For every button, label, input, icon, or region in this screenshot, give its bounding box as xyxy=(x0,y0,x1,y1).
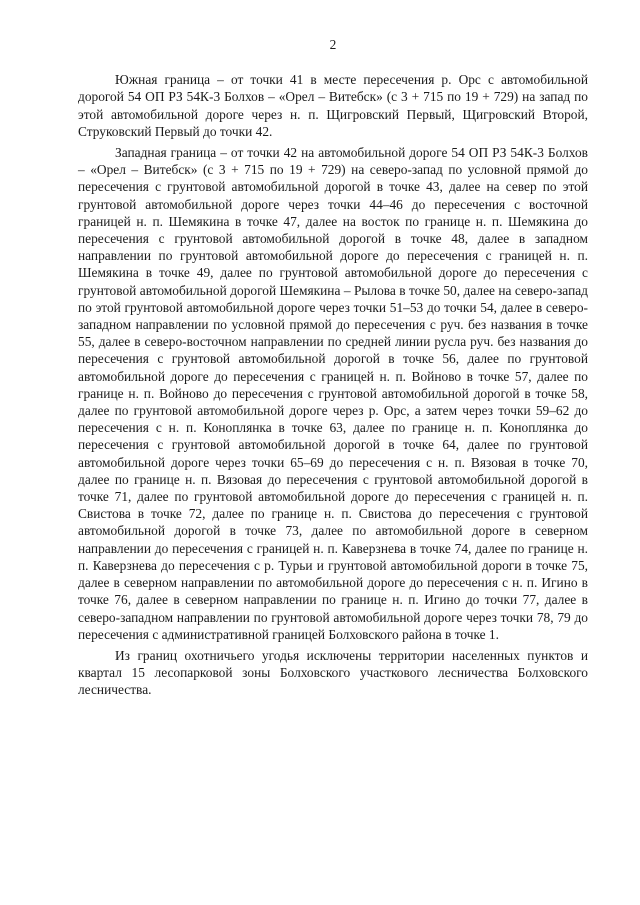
paragraph-southern-border: Южная граница – от точки 41 в месте пересечения р. Орс с автомобильной дорогой 54 ОП РЗ 54К-3 Болхов – «Орел – Витебск» (с 3 + 715 по 19 + 729) на запад по этой автомобильной дороге через н. п. Щигровский Первый, Щигровский Второй, Струковский Первый до точки 42. xyxy=(78,72,588,139)
paragraph-western-border: Западная граница – от точки 42 на автомобильной дороге 54 ОП РЗ 54К-3 Болхов – «Орел – Витебск» (с 3 + 715 по 19 + 729) на северо-запад по условной прямой до пересечения с грунтовой автомобильной дорогой в точке 43, далее на север по этой грунтовой автомобильной дороге через точки 44–46 до пересечения с восточной границей н. п. Шемякина в точке 47, далее на восток по границе н. п. Шемякина до пересечения с грунтовой автомобильной дорогой в точке 48, далее в западном направлении по грунтовой автомобильной дороге до пересечения с границей н. п. Шемякина в точке 49, далее по грунтовой автомобильной дороге до пересечения с грунтовой автомобильной дорогой Шемякина – Рылова в точке 50, далее на северо-запад по этой грунтовой автомобильной дороге через точки 51–53 до точки 54, далее в северо-западном направлении по условной прямой до пересечения с руч. без названия в точке 55, далее в северо-восточном направлении по средней линии русла руч. без названия до пересечения с грунтовой автомобильной дорогой в точке 56, далее по грунтовой автомобильной дороге до пересечения с границей н. п. Войново в точке 57, далее по границе н. п. Войново до пересечения с грунтовой автомобильной дорогой в точке 58, далее по грунтовой автомобильной дороге через р. Орс, а затем через точки 59–62 до пересечения с н. п. Коноплянка в точке 63, далее по границе н. п. Коноплянка до пересечения с грунтовой автомобильной дорогой в точке 64, далее по грунтовой автомобильной дороге через точки 65–69 до пересечения с н. п. Вязовая в точке 70, далее по границе н. п. Вязовая до пересечения с грунтовой автомобильной дорогой в точке 71, далее по грунтовой автомобильной дороге до пересечения с границей н. п. Свистова в точке 72, далее по границе н. п. Свистова до пересечения с грунтовой автомобильной дорогой в точке 73, далее по автомобильной дороге в северном направлении до пересечения с границей н. п. Каверзнева в точке 74, далее по границе н. п. Каверзнева до пересечения с р. Турьи и грунтовой автомобильной дороги в точке 75, далее в северном направлении по автомобильной дороге до пересечения с н. п. Игино в точке 76, далее в северном направлении по границе н. п. Игино до точки 77, далее в северо-западном направлении по грунтовой автомобильной дороге через точки 78, 79 до пересечения с административной границей Болховского района в точке 1. xyxy=(78,145,588,642)
paragraph-exclusions: Из границ охотничьего угодья исключены территории населенных пунктов и квартал 15 лесопарковой зоны Болховского участкового лесничества Болховского лесничества. xyxy=(78,647,588,698)
page-number: 2 xyxy=(329,37,337,52)
